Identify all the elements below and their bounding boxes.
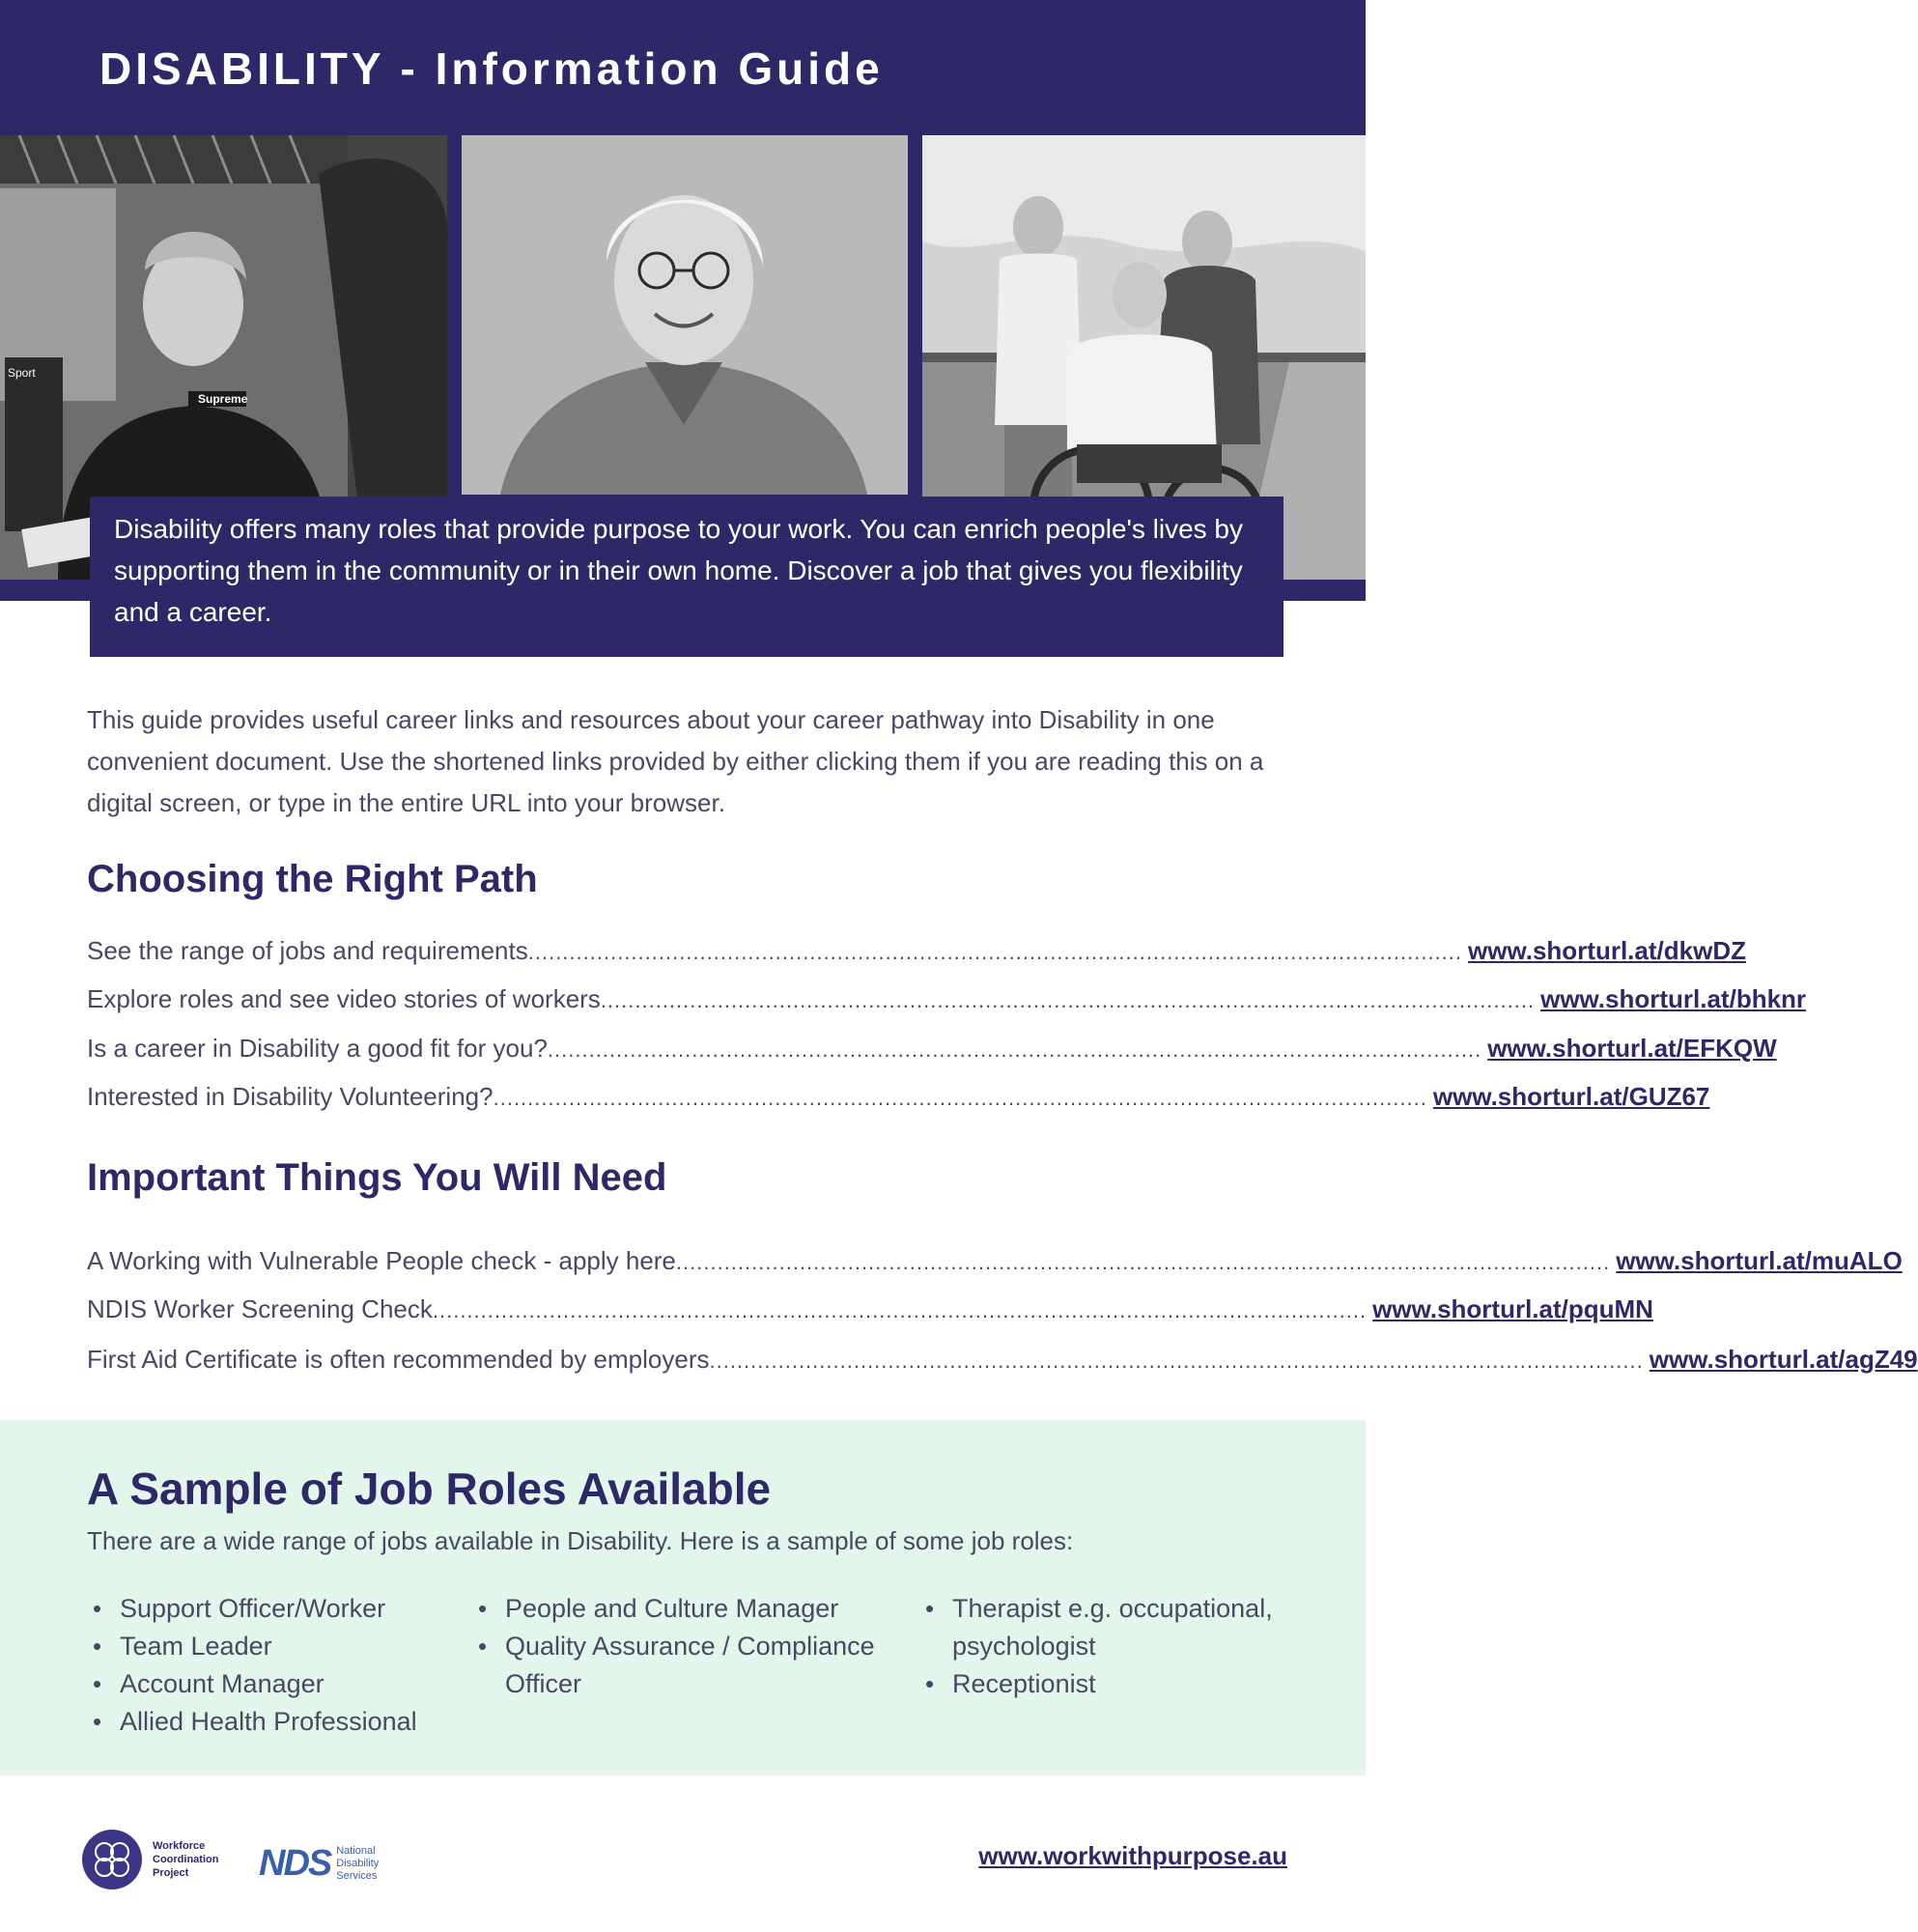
svg-text:Sport: Sport bbox=[8, 366, 36, 380]
choosing-path-heading: Choosing the Right Path bbox=[87, 858, 538, 900]
link-row bbox=[87, 1246, 1903, 1285]
link-label: A Working with Vulnerable People check - apply here bbox=[87, 1246, 676, 1275]
website-link[interactable]: www.workwithpurpose.au bbox=[978, 1841, 1287, 1870]
job-roles-column-1 bbox=[87, 1590, 464, 1741]
job-roles-column-2 bbox=[472, 1590, 926, 1703]
link-row bbox=[87, 984, 1807, 1023]
things-you-need-heading: Important Things You Will Need bbox=[87, 1156, 667, 1199]
leader-dots: ........................................................................................................................................ bbox=[675, 1250, 1611, 1274]
wcp-logo-line: Coordination bbox=[153, 1854, 219, 1865]
list-item: • People and Culture Manager bbox=[472, 1590, 926, 1628]
leader-dots: ........................................................................................................................................ bbox=[493, 1086, 1427, 1110]
list-item: • Team Leader bbox=[87, 1628, 464, 1665]
link-row bbox=[87, 936, 1746, 975]
link-label: Is a career in Disability a good fit for you? bbox=[87, 1034, 548, 1063]
nds-logo-line: Disability bbox=[336, 1858, 380, 1869]
nds-logo-line: National bbox=[336, 1845, 376, 1857]
link-url[interactable]: www.shorturl.at/agZ49 bbox=[1649, 1345, 1918, 1374]
list-item: • Receptionist bbox=[919, 1665, 1325, 1703]
page-footer bbox=[0, 1776, 1366, 1932]
link-row bbox=[87, 1294, 1653, 1333]
leader-dots: ........................................................................................................................................ bbox=[709, 1349, 1644, 1373]
workforce-coordination-project-logo bbox=[81, 1826, 236, 1893]
link-url[interactable]: www.shorturl.at/bhknr bbox=[1540, 984, 1807, 1013]
leader-dots: ........................................................................................................................................ bbox=[527, 940, 1463, 964]
link-url[interactable]: www.shorturl.at/EFKQW bbox=[1487, 1034, 1777, 1063]
link-url[interactable]: www.shorturl.at/dkwDZ bbox=[1468, 936, 1746, 965]
guide-description: This guide provides useful career links and resources about your career pathway into Disability in one convenient document. Use the shortened links provided by either clicking them if you are reading this on a digital screen, or type in the entire URL into your browser. bbox=[87, 705, 1264, 817]
wcp-logo-text bbox=[153, 1839, 218, 1880]
link-url[interactable]: www.shorturl.at/muALO bbox=[1616, 1246, 1903, 1275]
list-item: • Quality Assurance / Compliance Officer bbox=[472, 1628, 926, 1703]
list-item: • Account Manager bbox=[87, 1665, 464, 1703]
wcp-logo-line: Workforce bbox=[153, 1840, 206, 1852]
leader-dots: ........................................................................................................................................ bbox=[547, 1037, 1482, 1062]
wcp-logo-line: Project bbox=[153, 1867, 189, 1879]
link-row bbox=[87, 1345, 1918, 1383]
link-row bbox=[87, 1034, 1777, 1072]
link-label: NDIS Worker Screening Check bbox=[87, 1294, 433, 1323]
nds-logo-line: Services bbox=[336, 1870, 378, 1882]
link-label: See the range of jobs and requirements bbox=[87, 936, 528, 965]
link-label: First Aid Certificate is often recommended by employers bbox=[87, 1345, 710, 1374]
page-title: DISABILITY - Information Guide bbox=[99, 43, 884, 94]
photo-smiling-woman bbox=[462, 135, 908, 495]
leader-dots: ........................................................................................................................................ bbox=[432, 1298, 1368, 1322]
list-item: • Therapist e.g. occupational, psychologist bbox=[919, 1590, 1325, 1665]
job-roles-heading: A Sample of Job Roles Available bbox=[87, 1463, 772, 1514]
link-label: Explore roles and see video stories of workers bbox=[87, 984, 601, 1013]
link-url[interactable]: www.shorturl.at/pquMN bbox=[1372, 1294, 1653, 1323]
wcp-emblem-icon bbox=[81, 1829, 143, 1890]
intro-text: Disability offers many roles that provide purpose to your work. You can enrich people's lives by supporting them in the community or in their own home. Discover a job that gives you flexibility and a career. bbox=[114, 514, 1243, 627]
svg-text:Supreme: Supreme bbox=[198, 392, 248, 406]
job-roles-section bbox=[0, 1420, 1366, 1776]
job-roles-column-3 bbox=[919, 1590, 1325, 1703]
intro-banner bbox=[90, 497, 1283, 657]
page-header bbox=[0, 0, 1366, 135]
leader-dots: ........................................................................................................................................ bbox=[600, 988, 1536, 1012]
list-item: • Support Officer/Worker bbox=[87, 1590, 464, 1628]
link-label: Interested in Disability Volunteering? bbox=[87, 1082, 494, 1111]
link-url[interactable]: www.shorturl.at/GUZ67 bbox=[1432, 1082, 1710, 1111]
nds-logo-text bbox=[336, 1845, 379, 1883]
nds-logo bbox=[259, 1843, 379, 1885]
link-row bbox=[87, 1082, 1710, 1121]
list-item: • Allied Health Professional bbox=[87, 1703, 464, 1741]
nds-logo-mark: NDS bbox=[259, 1843, 331, 1884]
job-roles-intro: There are a wide range of jobs available in Disability. Here is a sample of some job roles: bbox=[87, 1526, 1074, 1555]
